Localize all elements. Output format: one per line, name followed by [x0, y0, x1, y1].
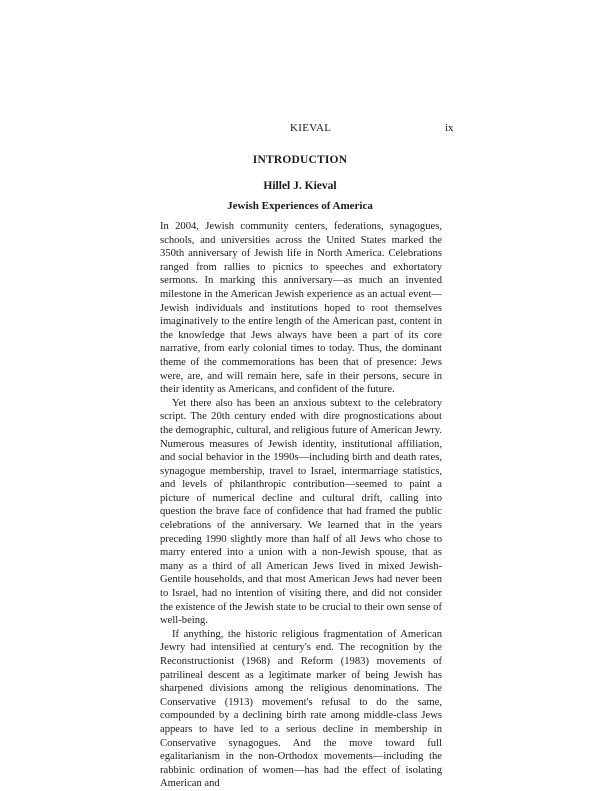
running-title: KIEVAL	[290, 122, 332, 134]
chapter-title: INTRODUCTION	[252, 154, 348, 166]
paragraph: Yet there also has been an anxious subtext to the celebratory script. The 20th century ended with dire prognostications about the demographic, cultural, and religious future of American Jewry. Numerous measures of Jewish identity, institutional affiliation, and social behavior in the 1990s—including birth and death rates, synagogue membership, travel to Israel, intermarriage statistics, and levels of philanthropic contribution—seemed to paint a picture of numerical decline and cultural drift, calling into question the brave face of confidence that had framed the public celebrations of the anniversary. We learned that in the years preceding 1990 slightly more than half of all Jews who chose to marry entered into a union with a non-Jewish spouse, that as many as a third of all American Jews lived in mixed Jewish-Gentile households, and that most American Jews had never been to Israel, had no intention of visiting there, and did not consider the existence of the Jewish state to be crucial to their own sense of well-being.	[160, 397, 443, 627]
chapter-subtitle: Jewish Experiences of America	[227, 200, 373, 212]
paragraph: If anything, the historic religious fragmentation of American Jewry had intensified at century's end. The recognition by the Reconstructionist (1968) and Reform (1983) movements of patrilineal descent as a legitimate marker of being Jewish has sharpened divisions among the religious denominations. The Conservative (1913) movement's refusal to do the same, compounded by a declining birth rate among middle-class Jews appears to have led to a serious decline in membership in Conservative synagogues. And the move toward full egalitarianism in the non-Orthodox movements—including the rabbinic ordination of women—has had the effect of isolating American and	[160, 628, 442, 790]
page-number: ix	[445, 122, 454, 134]
author-name: Hillel J. Kieval	[263, 180, 337, 192]
body-text	[160, 220, 442, 791]
paragraph: In 2004, Jewish community centers, federations, synagogues, schools, and universities across the United States marked the 350th anniversary of Jewish life in North America. Celebrations ranged from rallies to picnics to speeches and exhortatory sermons. In marking this anniversary—as much an invented milestone in the American Jewish experience as an actual event—Jewish individuals and institutions hoped to root themselves imaginatively to the entire length of the American past, content in the knowledge that Jews always have been a part of its core narrative, from early colonial times to today. Thus, the dominant theme of the commemorations has been that of presence: Jews were, are, and will remain here, safe in their persons, secure in their identity as Americans, and confident of the future.	[160, 221, 442, 396]
running-header	[0, 122, 600, 138]
